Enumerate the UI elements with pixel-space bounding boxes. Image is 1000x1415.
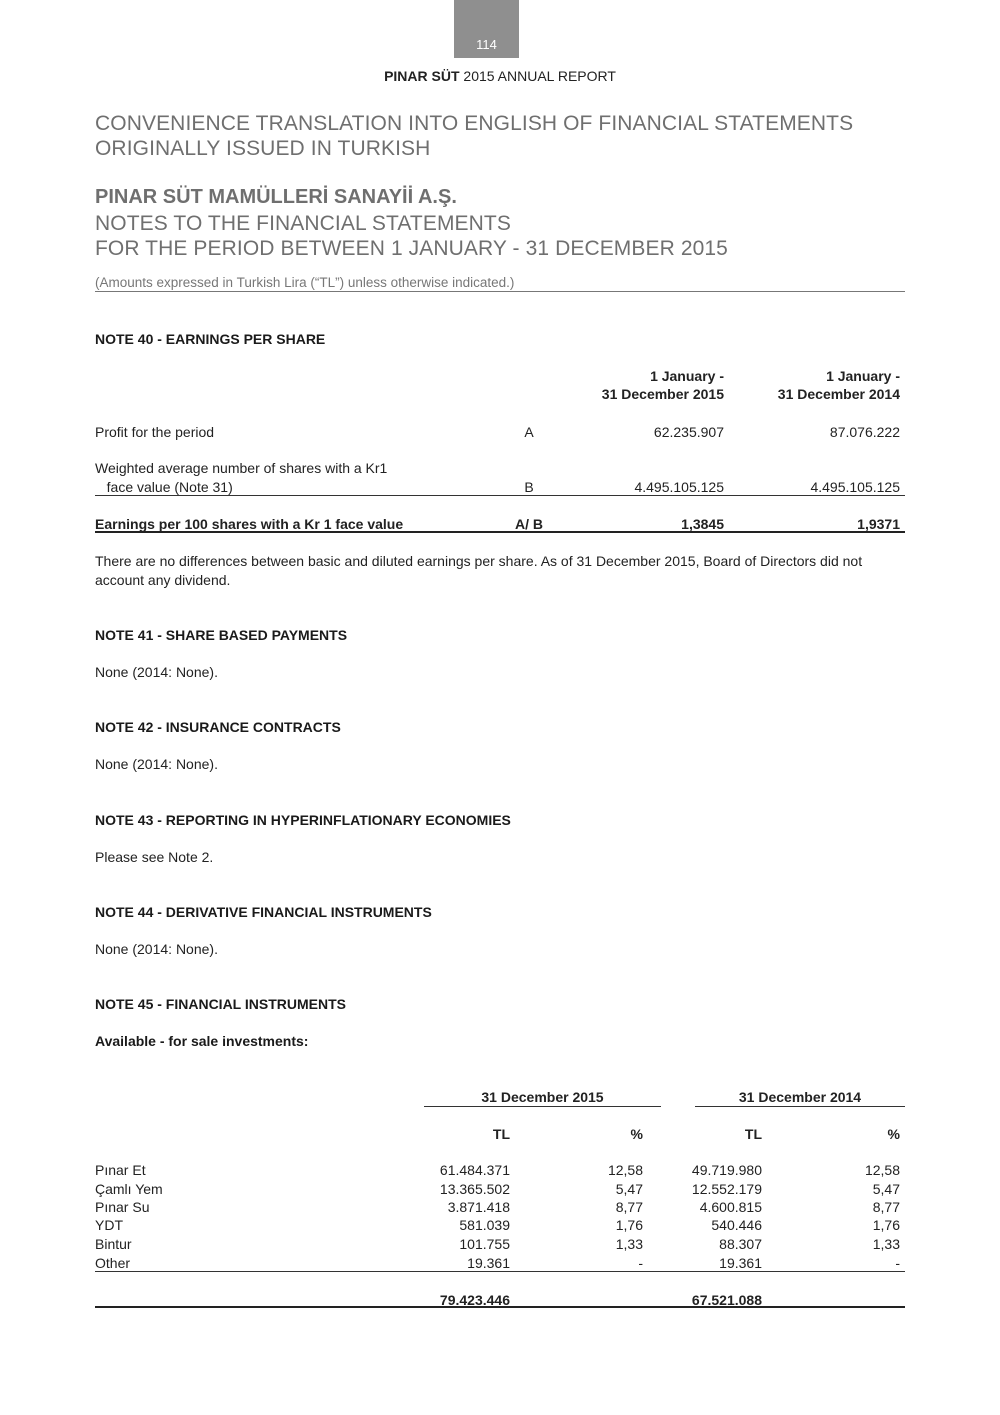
fi-head-tl-2014: TL (744, 1126, 762, 1142)
note44-title: NOTE 44 - DERIVATIVE FINANCIAL INSTRUMENTS (95, 904, 432, 920)
fi-row-pct-2015: 1,76 (615, 1217, 643, 1233)
fi-row-pct-2015: 8,77 (615, 1199, 643, 1215)
report-title-rest: 2015 ANNUAL REPORT (459, 68, 616, 84)
fi-row-tl-2015: 13.365.502 (439, 1181, 510, 1197)
eps-col-2014-line1: 1 January - (826, 368, 900, 384)
fi-row-pct-2015: - (638, 1255, 643, 1271)
eps-row-profit-2015: 62.235.907 (653, 424, 724, 440)
fi-period-2014-rule (695, 1106, 905, 1107)
page-number-tab (454, 0, 519, 58)
fi-row-pct-2015: 5,47 (615, 1181, 643, 1197)
fi-row-name: YDT (95, 1217, 123, 1233)
notes-heading: NOTES TO THE FINANCIAL STATEMENTS (95, 212, 511, 235)
fi-row-pct-2014: 1,33 (872, 1236, 900, 1252)
fi-row-pct-2015: 1,33 (615, 1236, 643, 1252)
translation-heading-line2: ORIGINALLY ISSUED IN TURKISH (95, 137, 431, 160)
fi-row-pct-2014: 8,77 (872, 1199, 900, 1215)
note45-title: NOTE 45 - FINANCIAL INSTRUMENTS (95, 996, 346, 1012)
fi-row-tl-2015: 581.039 (459, 1217, 510, 1233)
translation-heading-line1: CONVENIENCE TRANSLATION INTO ENGLISH OF FINANCIAL STATEMENTS (95, 112, 854, 135)
note40-text: There are no differences between basic and diluted earnings per share. As of 31 December 2015, Board of Directors did not account any dividend. (95, 553, 863, 588)
eps-row-earnings-label: Earnings per 100 shares with a Kr 1 face value (95, 516, 404, 532)
eps-row-shares-label2-text: face value (Note 31) (106, 479, 233, 495)
note41-text: None (2014: None). (95, 664, 218, 680)
fi-row-tl-2015: 61.484.371 (439, 1162, 510, 1178)
fi-total-2014: 67.521.088 (691, 1292, 762, 1308)
eps-row-earnings-key: A/ B (515, 516, 543, 532)
eps-row-shares-label2 (95, 479, 233, 495)
eps-row-profit-2014: 87.076.222 (829, 424, 900, 440)
eps-col-2015-line2: 31 December 2015 (601, 386, 724, 402)
fi-row-pct-2014: - (895, 1255, 900, 1271)
fi-subtotal-rule (95, 1271, 905, 1272)
company-name: PINAR SÜT MAMÜLLERİ SANAYİİ A.Ş. (95, 186, 457, 208)
note40-title: NOTE 40 - EARNINGS PER SHARE (95, 331, 326, 347)
fi-row-tl-2015: 19.361 (467, 1255, 510, 1271)
report-title (0, 68, 1000, 84)
eps-col-2014-line2: 31 December 2014 (777, 386, 900, 402)
fi-row-tl-2014: 49.719.980 (691, 1162, 762, 1178)
fi-row-name: Bintur (95, 1236, 132, 1252)
fi-row-pct-2014: 12,58 (864, 1162, 900, 1178)
fi-row-tl-2014: 12.552.179 (691, 1181, 762, 1197)
fi-period-2015: 31 December 2015 (481, 1089, 604, 1105)
eps-total-rule (95, 531, 905, 533)
fi-row-name: Other (95, 1255, 131, 1271)
fi-row-name: Çamlı Yem (95, 1181, 163, 1197)
note41-title: NOTE 41 - SHARE BASED PAYMENTS (95, 627, 348, 643)
fi-head-pct-2015: % (630, 1126, 643, 1142)
page-number: 114 (476, 37, 497, 52)
period-heading: FOR THE PERIOD BETWEEN 1 JANUARY - 31 DECEMBER 2015 (95, 237, 728, 260)
fi-row-tl-2014: 19.361 (719, 1255, 762, 1271)
eps-row-shares-label: Weighted average number of shares with a Kr1 (95, 460, 388, 476)
fi-row-tl-2015: 3.871.418 (447, 1199, 510, 1215)
note44-text: None (2014: None). (95, 941, 218, 957)
note43-title: NOTE 43 - REPORTING IN HYPERINFLATIONARY ECONOMIES (95, 812, 511, 828)
note43-text: Please see Note 2. (95, 849, 214, 865)
fi-period-2014: 31 December 2014 (738, 1089, 862, 1105)
eps-row-earnings-2014: 1,9371 (857, 516, 900, 532)
eps-row-shares-2015: 4.495.105.125 (634, 479, 724, 495)
fi-row-tl-2014: 540.446 (711, 1217, 762, 1233)
note45-subtitle: Available - for sale investments: (95, 1033, 309, 1049)
eps-row-earnings-2015: 1,3845 (681, 516, 724, 532)
fi-total-rule (95, 1306, 905, 1308)
report-brand: PINAR SÜT (384, 68, 460, 84)
fi-row-tl-2015: 101.755 (459, 1236, 510, 1252)
note42-text: None (2014: None). (95, 756, 218, 772)
fi-row-pct-2014: 1,76 (872, 1217, 900, 1233)
fi-row-tl-2014: 4.600.815 (699, 1199, 762, 1215)
eps-row-shares-2014: 4.495.105.125 (810, 479, 900, 495)
fi-row-name: Pınar Su (95, 1199, 150, 1215)
fi-head-tl-2015: TL (492, 1126, 510, 1142)
header-divider (95, 291, 905, 292)
eps-row-shares-key: B (524, 479, 534, 495)
amounts-note: (Amounts expressed in Turkish Lira (“TL”) unless otherwise indicated.) (95, 275, 515, 290)
fi-row-tl-2014: 88.307 (719, 1236, 762, 1252)
eps-row-profit-key: A (524, 424, 534, 440)
note42-title: NOTE 42 - INSURANCE CONTRACTS (95, 719, 341, 735)
eps-row-profit-label: Profit for the period (95, 424, 215, 440)
fi-row-name: Pınar Et (95, 1162, 146, 1178)
eps-row-shares-rule (95, 495, 905, 496)
eps-col-2015-line1: 1 January - (650, 368, 724, 384)
fi-period-2015-rule (424, 1106, 661, 1107)
fi-head-pct-2014: % (887, 1126, 900, 1142)
fi-row-pct-2015: 12,58 (607, 1162, 643, 1178)
fi-total-2015: 79.423.446 (439, 1292, 510, 1308)
fi-row-pct-2014: 5,47 (872, 1181, 900, 1197)
